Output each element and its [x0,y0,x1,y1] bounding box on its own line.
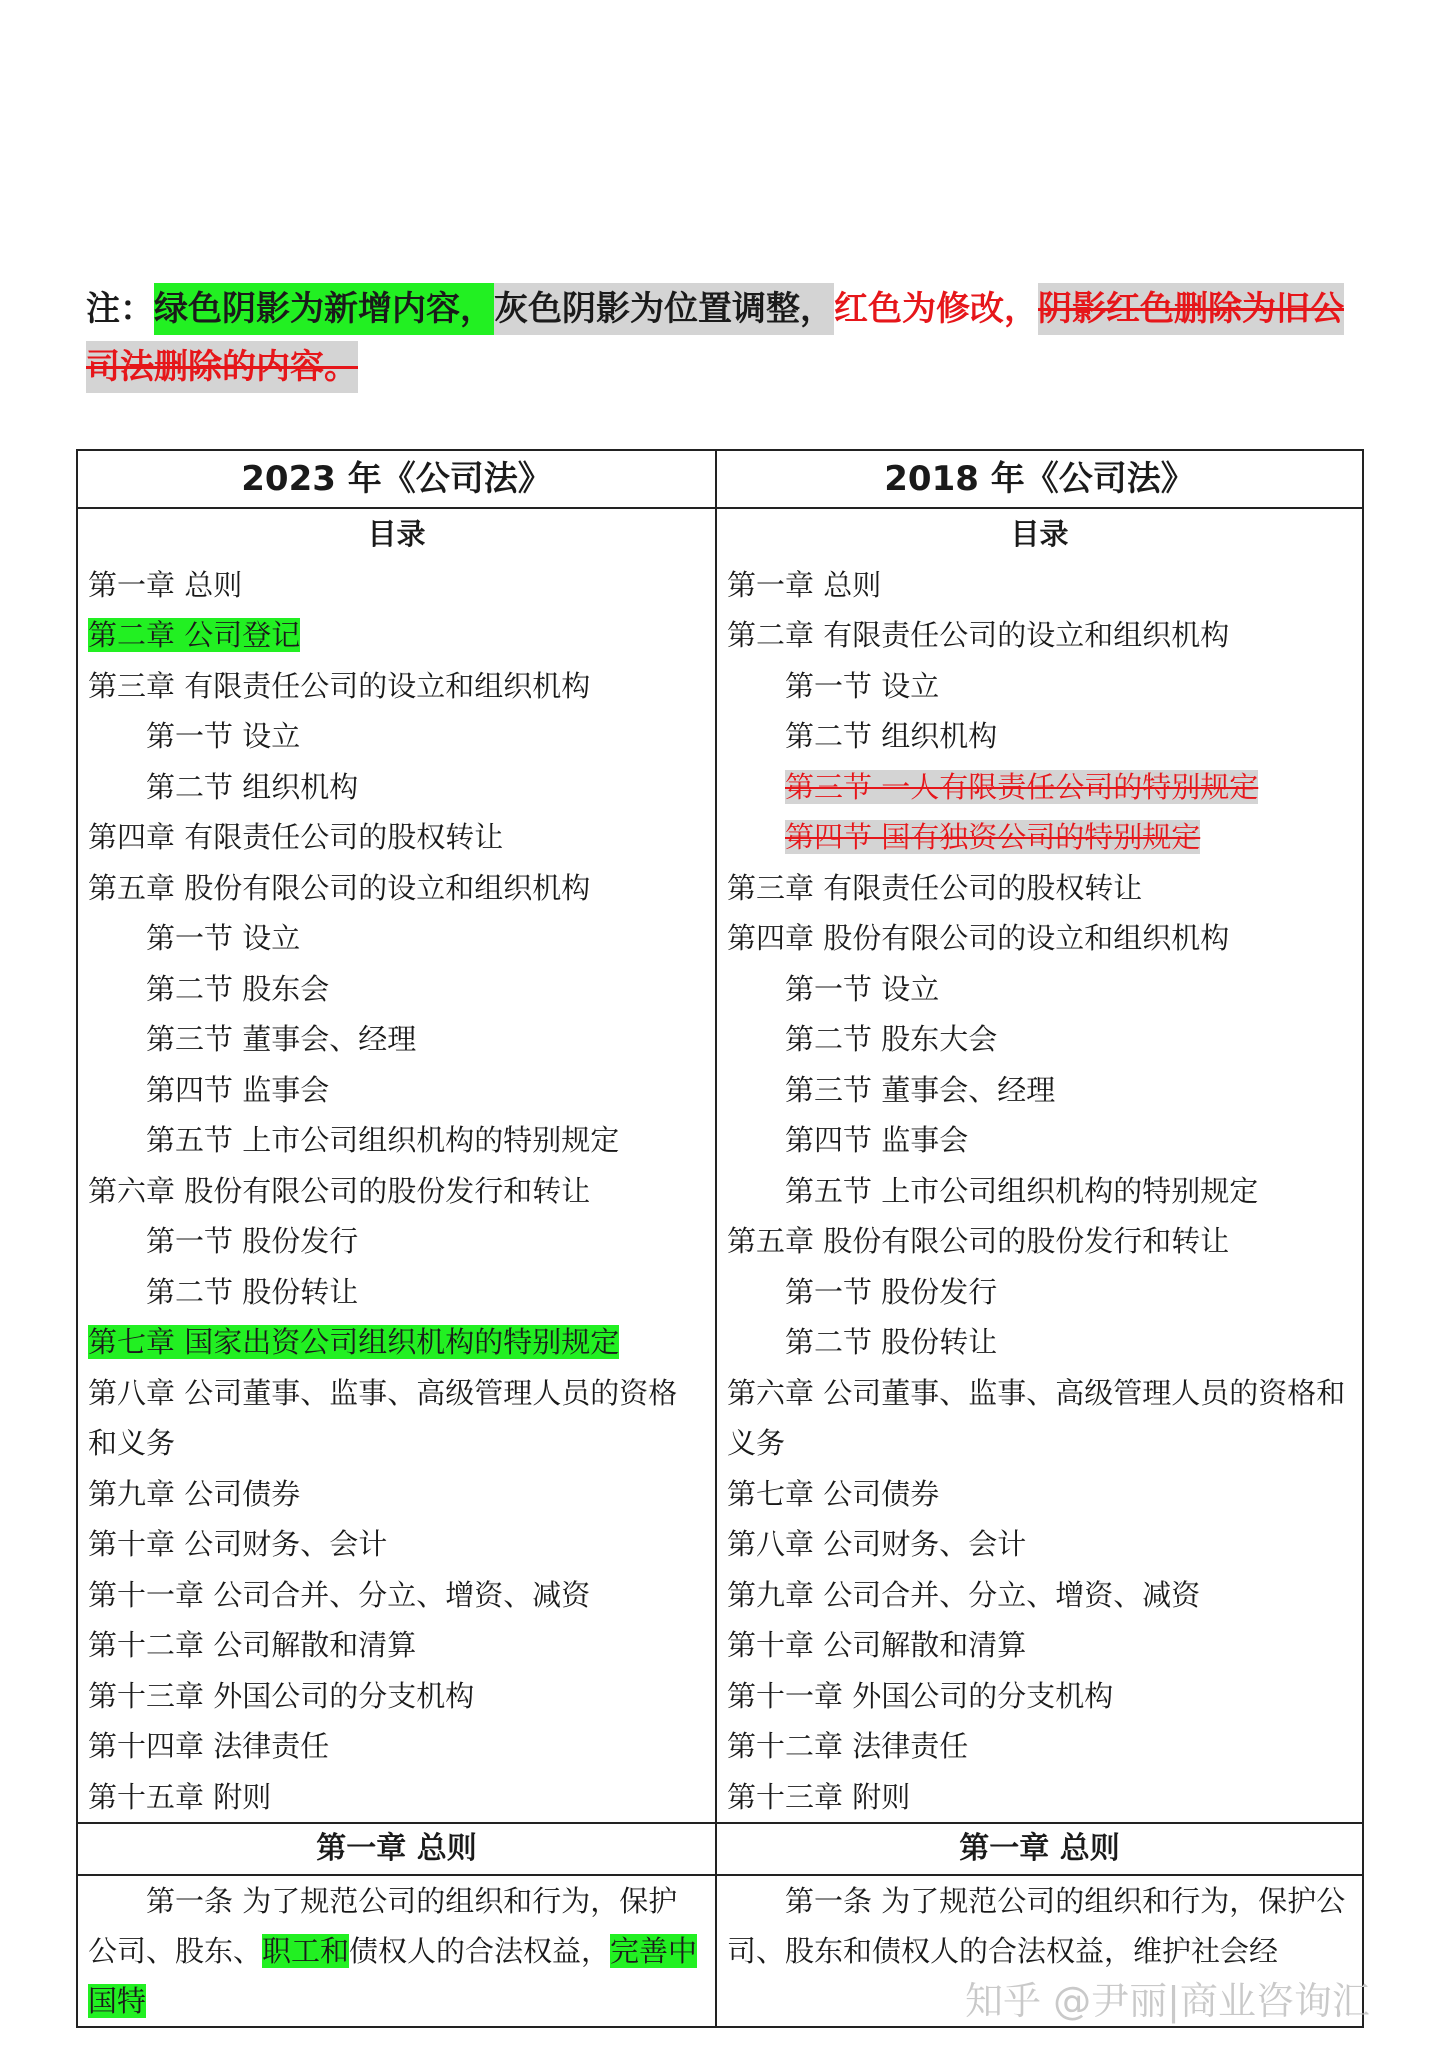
left-column-title: 2023 年《公司法》 [77,450,716,508]
left-toc-item: 第十二章 公司解散和清算 [88,1628,417,1662]
right-toc-item: 第十章 公司解散和清算 [727,1628,1027,1662]
left-toc-item: 第一节 设立 [146,921,301,955]
right-toc-heading: 目录 [1010,517,1069,551]
left-chapter-heading: 第一章 总则 [77,1823,716,1875]
right-toc-item: 第一节 设立 [785,971,940,1006]
right-toc-item: 第二节 股份转让 [785,1325,998,1359]
right-article-one: 第一条 为了规范公司的组织和行为，保护公司、股东和债权人的合法权益，维护社会经 [727,1884,1346,1968]
right-toc-item [727,812,1352,863]
right-toc-item: 第四节 监事会 [785,1123,969,1157]
note-prefix: 注： [86,289,154,329]
left-toc-item: 第四节 监事会 [146,1072,330,1107]
left-toc-item: 第一章 总则 [88,567,243,602]
right-toc-item: 第七章 公司债券 [727,1476,940,1511]
right-toc-item-deleted: 第四节 国有独资公司的特别规定 [785,820,1201,854]
left-toc-item: 第一节 股份发行 [146,1224,359,1258]
right-toc-item: 第三章 有限责任公司的股权转让 [727,870,1143,905]
legend-note [86,280,1376,396]
left-toc-item: 第五章 股份有限公司的设立和组织机构 [88,870,591,905]
comparison-table [76,449,1364,2028]
right-toc-item: 第六章 公司董事、监事、高级管理人员的资格和义务 [727,1375,1346,1460]
left-article-cell [77,1875,716,2027]
left-article-one [88,1876,705,2026]
left-toc-item: 第六章 股份有限公司的股份发行和转让 [88,1173,591,1208]
right-toc-list [727,560,1352,1823]
right-toc-item: 第三节 董事会、经理 [785,1072,1056,1107]
right-toc-item [727,762,1352,813]
right-column-title: 2018 年《公司法》 [716,450,1363,508]
left-toc-item: 第九章 公司债券 [88,1476,301,1511]
right-toc-item: 第五章 股份有限公司的股份发行和转让 [727,1224,1230,1258]
right-toc-item: 第五节 上市公司组织机构的特别规定 [785,1173,1259,1208]
right-toc-item: 第二节 股东大会 [785,1022,998,1056]
left-toc-item: 第二节 组织机构 [146,769,359,804]
note-green: 绿色阴影为新增内容， [154,283,494,335]
watermark: 知乎 @尹丽|商业咨询汇 [965,1979,1370,2023]
left-toc-heading: 目录 [367,517,426,551]
right-toc-item: 第十二章 法律责任 [727,1729,969,1763]
left-article-green1: 职工和 [262,1934,350,1968]
left-article-part2: 债权人的合法权益， [349,1934,611,1968]
right-toc-item: 第一节 设立 [785,668,940,703]
left-toc-item: 第十一章 公司合并、分立、增资、减资 [88,1577,591,1612]
right-toc-item: 第二章 有限责任公司的设立和组织机构 [727,618,1230,652]
right-toc-item: 第一节 股份发行 [785,1274,998,1309]
note-red: 红色为修改， [834,289,1038,329]
right-toc-cell [716,508,1363,1823]
left-article-green2: 完善中国特 [88,1934,698,2018]
right-toc-item: 第十三章 附则 [727,1779,911,1814]
left-toc-item: 第三节 董事会、经理 [146,1022,417,1056]
chapter-one-row [77,1823,1363,1875]
right-toc-item: 第二节 组织机构 [785,719,998,753]
right-chapter-heading: 第一章 总则 [716,1823,1363,1875]
note-gray: 灰色阴影为位置调整， [494,283,834,335]
left-toc-item: 第二节 股东会 [146,971,330,1006]
right-toc-item: 第四章 股份有限公司的设立和组织机构 [727,921,1230,955]
left-toc-item: 第十三章 外国公司的分支机构 [88,1678,475,1713]
left-toc-item: 第三章 有限责任公司的设立和组织机构 [88,668,591,703]
left-toc-item: 第四章 有限责任公司的股权转让 [88,820,504,854]
left-toc-item: 第五节 上市公司组织机构的特别规定 [146,1123,620,1157]
left-toc-item: 第十五章 附则 [88,1779,272,1814]
left-article-part1: 第一条 为了规范公司的组织和行为，保护公司、股东、 [88,1884,678,1968]
left-toc-item: 第八章 公司董事、监事、高级管理人员的资格和义务 [88,1375,678,1460]
right-toc-item: 第一章 总则 [727,567,882,602]
left-toc-list [88,560,705,1823]
left-toc-cell [77,508,716,1823]
left-toc-item-new: 第二章 公司登记 [88,618,301,652]
left-toc-item [88,1317,705,1368]
right-toc-item: 第九章 公司合并、分立、增资、减资 [727,1577,1201,1612]
left-toc-item: 第十四章 法律责任 [88,1729,330,1763]
left-toc-item: 第一节 设立 [146,719,301,753]
left-toc-item-new: 第七章 国家出资公司组织机构的特别规定 [88,1325,620,1359]
toc-row [77,508,1363,1823]
right-toc-item-deleted: 第三节 一人有限责任公司的特别规定 [785,769,1259,804]
left-toc-item [88,610,705,661]
header-row [77,450,1363,508]
left-toc-item: 第十章 公司财务、会计 [88,1527,388,1561]
right-toc-item: 第十一章 外国公司的分支机构 [727,1678,1114,1713]
right-toc-item: 第八章 公司财务、会计 [727,1527,1027,1561]
left-toc-item: 第二节 股份转让 [146,1274,359,1309]
note-deleted: 阴影红色删除为旧公司法删除的内容。 [86,283,1344,393]
